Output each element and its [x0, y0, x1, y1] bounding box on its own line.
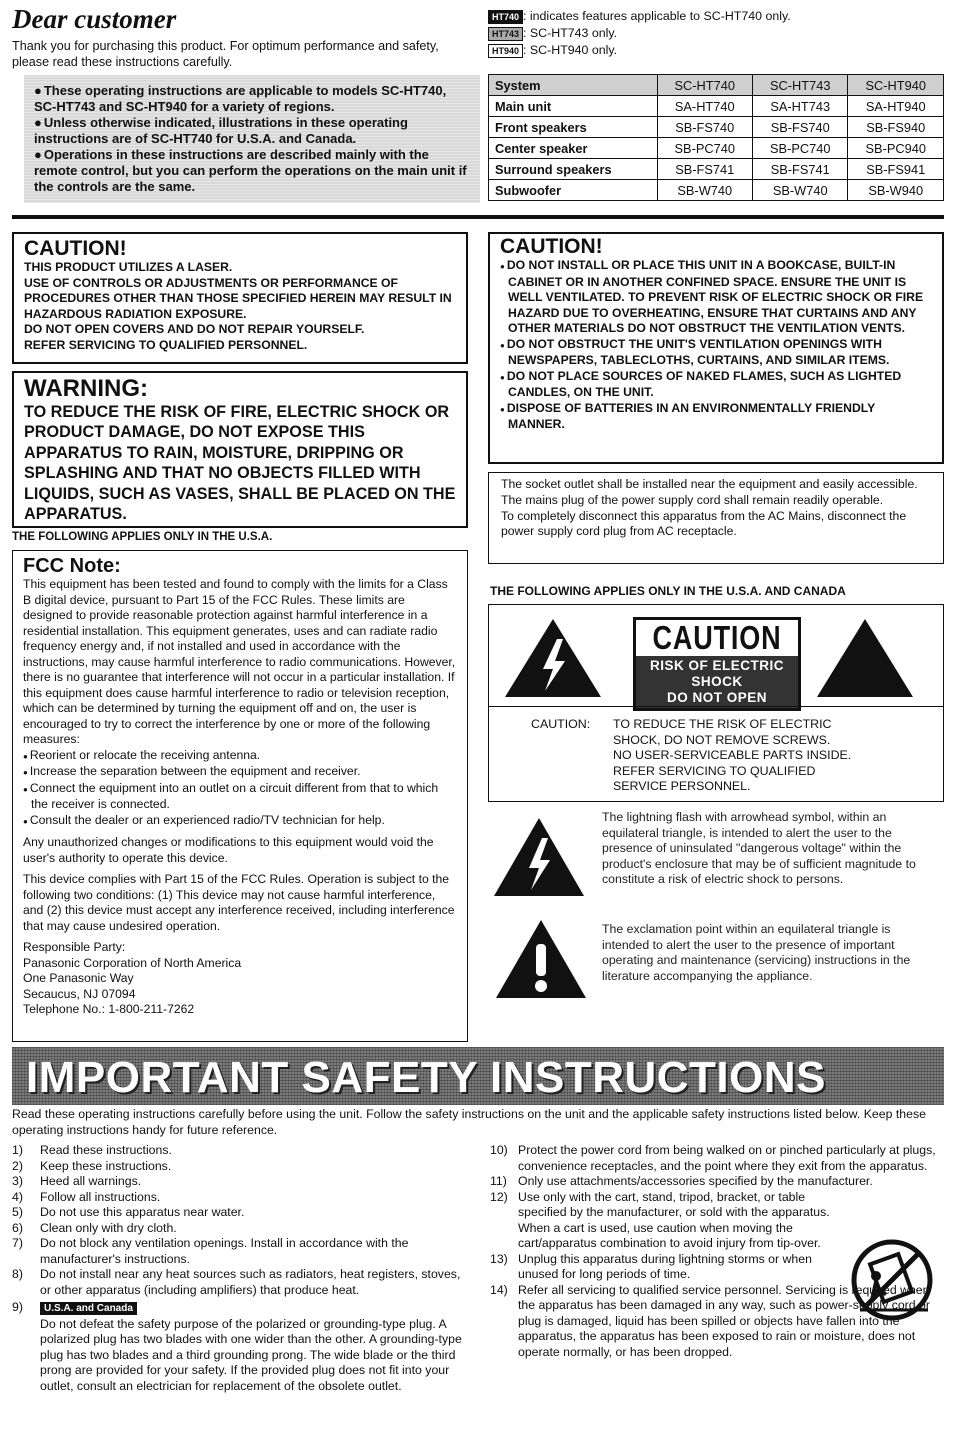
- list-text: Heed all warnings.: [40, 1174, 142, 1188]
- warning-text: TO REDUCE THE RISK OF FIRE, ELECTRIC SHOCK OR PRODUCT DAMAGE, DO NOT EXPOSE THIS APPARATUS TO RAIN, MOISTURE, DRIPPING OR SPLASHING AND THAT NO OBJECTS FILLED WITH LIQUIDS, SUCH AS VASES, SHALL BE PLACED ON THE APPARATUS.: [24, 403, 456, 524]
- list-text: Do not defeat the safety purpose of the polarized or grounding-type plug. A polarized plug has two blades with one wider than the other. A grounding-type plug has two blades and a third grounding prong. The wide blade or the third prong are provided for your safety. If the provided plug does not fit into your outlet, consult an electrician for replacement of the obsolete outlet.: [40, 1316, 462, 1393]
- section-divider: [12, 215, 944, 219]
- usa-only-heading: THE FOLLOWING APPLIES ONLY IN THE U.S.A.: [12, 531, 273, 543]
- list-number: 4): [12, 1189, 23, 1204]
- caution-line: THIS PRODUCT UTILIZES A LASER.: [24, 260, 233, 274]
- intro-text: Thank you for purchasing this product. For optimum performance and safety, please read these instructions carefully.: [12, 39, 439, 69]
- list-number: 11): [490, 1174, 507, 1188]
- caution-label: [633, 617, 801, 711]
- table-cell: SB-W740: [752, 180, 847, 201]
- list-number: 3): [12, 1174, 23, 1188]
- table-cell: SB-FS741: [752, 159, 847, 180]
- table-row: [489, 159, 944, 180]
- list-number: 7): [12, 1236, 23, 1250]
- model-tag: HT940: [488, 44, 523, 58]
- applicability-notes: [24, 75, 480, 203]
- table-row: [489, 117, 944, 138]
- table-cell: SA-HT940: [848, 96, 944, 117]
- list-text: Do not block any ventilation openings. Install in accordance with the manufacturer's instructions.: [40, 1236, 409, 1266]
- list-number: 10): [490, 1143, 508, 1157]
- list-item: [490, 1143, 940, 1174]
- usa-canada-heading: THE FOLLOWING APPLIES ONLY IN THE U.S.A. AND CANADA: [490, 584, 846, 598]
- party-line: Responsible Party:: [23, 940, 126, 954]
- exclamation-triangle-icon: [494, 918, 588, 1000]
- table-row: [489, 180, 944, 201]
- caution-line: REFER SERVICING TO QUALIFIED PERSONNEL.: [24, 337, 308, 352]
- table-header: SC-HT740: [657, 75, 752, 96]
- region-tag: U.S.A. and Canada: [40, 1302, 137, 1315]
- caution-line: USE OF CONTROLS OR ADJUSTMENTS OR PERFORMANCE OF PROCEDURES OTHER THAN THOSE SPECIFIED HEREIN MAY RESULT IN HAZARDOUS RADIATION EXPOSURE.: [24, 275, 452, 321]
- table-row: [489, 96, 944, 117]
- exclamation-triangle-icon: [815, 617, 915, 699]
- socket-text: To completely disconnect this apparatus from the AC Mains, disconnect the power supply cord plug from AC receptacle.: [501, 508, 907, 539]
- party-line: Telephone No.: 1-800-211-7262: [23, 1002, 195, 1016]
- table-cell: SB-FS741: [657, 159, 752, 180]
- list-item: [12, 1221, 464, 1237]
- system-table: [488, 74, 944, 201]
- fcc-measure: ● Connect the equipment into an outlet on a circuit different from that to which the receiver is connected.: [23, 781, 457, 813]
- warning-title: WARNING:: [24, 375, 148, 402]
- list-text: Follow all instructions.: [40, 1189, 161, 1204]
- fcc-note-box: [12, 550, 468, 1042]
- list-number: 5): [12, 1205, 23, 1219]
- fcc-measure: ● Consult the dealer or an experienced radio/TV technician for help.: [23, 813, 457, 830]
- table-cell: SA-HT740: [657, 96, 752, 117]
- list-item: [12, 1300, 464, 1394]
- socket-note-box: [488, 472, 944, 564]
- caution-item: ● DO NOT OBSTRUCT THE UNIT'S VENTILATION OPENINGS WITH NEWSPAPERS, TABLECLOTHS, CURTAINS, AND SIMILAR ITEMS.: [500, 337, 932, 369]
- fcc-paragraph: Any unauthorized changes or modifications to this equipment would void the user's authority to operate this device.: [23, 835, 434, 865]
- note-item: ● These operating instructions are applicable to models SC-HT740, SC-HT743 and SC-HT940 for a variety of regions.: [34, 83, 472, 115]
- table-header: System: [489, 75, 658, 96]
- table-cell: SB-W740: [657, 180, 752, 201]
- lightning-triangle-icon: [492, 816, 586, 898]
- fcc-paragraph: This device complies with Part 15 of the FCC Rules. Operation is subject to the following two conditions: (1) This device may not cause harmful interference, and (2) this device must accept any interference received, including interference that may cause undesired operation.: [23, 872, 455, 933]
- socket-text: The socket outlet shall be installed near the equipment and easily accessible. The mains plug of the power supply cord shall remain readily operable.: [501, 477, 918, 507]
- model-tag: HT740: [488, 10, 523, 24]
- list-text: Unplug this apparatus during lightning storms or when unused for long periods of time.: [518, 1251, 812, 1281]
- list-item: [12, 1159, 464, 1175]
- list-item: [12, 1205, 464, 1221]
- fcc-measure: ● Increase the separation between the equipment and receiver.: [23, 764, 457, 781]
- caution-label-image: [488, 604, 944, 706]
- list-item: [490, 1174, 940, 1190]
- list-number: 6): [12, 1220, 23, 1235]
- list-text: Use only with the cart, stand, tripod, bracket, or table specified by the manufacturer, or sold with the apparatus. When a cart is used, use caution when moving the cart/apparatus combination to avoid injury from tip-over.: [518, 1189, 830, 1250]
- caution-item: ● DO NOT INSTALL OR PLACE THIS UNIT IN A BOOKCASE, BUILT-IN CABINET OR IN ANOTHER CONFINED SPACE. ENSURE THE UNIT IS WELL VENTILATED. TO PREVENT RISK OF ELECTRIC SHOCK OR FIRE HAZARD DUE TO OVERHEATING, ENSURE THAT CURTAINS AND ANY OTHER MATERIALS DO NOT OBSTRUCT THE VENTILATION VENTS.: [500, 258, 932, 337]
- caution-title: CAUTION!: [24, 237, 127, 260]
- note-item: ● Unless otherwise indicated, illustrations in these operating instructions are of SC-HT740 for U.S.A. and Canada.: [34, 115, 472, 147]
- list-item: [12, 1236, 464, 1267]
- page-title: Dear customer: [12, 4, 177, 34]
- fcc-measure: ● Reorient or relocate the receiving antenna.: [23, 748, 457, 765]
- table-cell: Center speaker: [489, 138, 658, 159]
- caution-label-sub: [636, 656, 798, 708]
- list-text: Read these instructions.: [40, 1143, 172, 1157]
- list-item: [12, 1267, 464, 1298]
- table-cell: SA-HT743: [752, 96, 847, 117]
- list-text: Only use attachments/accessories specified by the manufacturer.: [518, 1174, 873, 1188]
- list-text: Clean only with dry cloth.: [40, 1220, 177, 1235]
- list-number: 9): [12, 1300, 23, 1314]
- fcc-paragraph: This equipment has been tested and found to comply with the limits for a Class B digital device, pursuant to Part 15 of the FCC Rules. These limits are designed to provide reasonable protection against harmful interference in a residential installation. This equipment generates, uses and can radiate radio frequency energy and, if not installed and used in accordance with the instructions, may cause harmful interference to radio communications. However, there is no guarantee that interference will not occur in a particular installation. If this equipment does cause harmful interference to radio or television reception, which can be determined by turning the equipment off and on, the user is encouraged to try to correct the interference by one or more of the following measures:: [23, 577, 456, 746]
- party-line: Secaucus, NJ 07094: [23, 986, 136, 1001]
- table-cell: SB-PC740: [657, 138, 752, 159]
- install-caution-box: [488, 232, 944, 464]
- list-number: 1): [12, 1143, 23, 1157]
- list-number: 14): [490, 1282, 508, 1297]
- caution-title: CAUTION!: [500, 235, 603, 258]
- table-row: [489, 138, 944, 159]
- list-number: 13): [490, 1251, 508, 1266]
- list-text: Do not install near any heat sources such as radiators, heat registers, stoves, or other apparatus (including amplifiers) that produce heat.: [40, 1267, 461, 1297]
- table-cell: Surround speakers: [489, 159, 658, 180]
- laser-caution-box: [12, 232, 468, 364]
- legend-text: : SC-HT940 only.: [523, 43, 618, 57]
- caution-line: DO NOT OPEN COVERS AND DO NOT REPAIR YOURSELF.: [24, 322, 365, 337]
- fcc-title: FCC Note:: [23, 555, 121, 577]
- model-legend: [488, 8, 791, 59]
- table-cell: SB-FS740: [657, 117, 752, 138]
- table-cell: Main unit: [489, 96, 658, 117]
- caution-item: ● DO NOT PLACE SOURCES OF NAKED FLAMES, SUCH AS LIGHTED CANDLES, ON THE UNIT.: [500, 369, 932, 401]
- party-line: One Panasonic Way: [23, 971, 134, 985]
- party-line: Panasonic Corporation of North America: [23, 955, 242, 970]
- list-item: [12, 1190, 464, 1206]
- list-text: Protect the power cord from being walked on or pinched particularly at plugs, convenience receptacles, and the point where they exit from the apparatus.: [518, 1143, 936, 1173]
- list-item: [12, 1143, 464, 1159]
- note-item: ● Operations in these instructions are described mainly with the remote control, but you can perform the operations on the main unit if the controls are the same.: [34, 147, 472, 195]
- table-cell: SB-PC740: [752, 138, 847, 159]
- legend-text: : SC-HT743 only.: [523, 26, 618, 40]
- list-text: Do not use this apparatus near water.: [40, 1205, 245, 1219]
- list-number: 8): [12, 1267, 23, 1281]
- table-cell: SB-FS740: [752, 117, 847, 138]
- legend-text: : indicates features applicable to SC-HT740 only.: [523, 9, 791, 23]
- table-cell: SB-W940: [848, 180, 944, 201]
- safety-list-left: [12, 1143, 464, 1394]
- table-cell: Front speakers: [489, 117, 658, 138]
- lightning-triangle-icon: [503, 617, 603, 699]
- list-text: Refer all servicing to qualified service personnel. Servicing is required when the apparatus has been damaged in any way, such as power-supply cord or plug is damaged, liquid has been spilled or objects have fallen into the apparatus, the apparatus has been exposed to rain or moisture, does not operate normally, or has been dropped.: [518, 1282, 930, 1359]
- model-tag: HT743: [488, 27, 523, 41]
- lightning-symbol-text: The lightning flash with arrowhead symbol, within an equilateral triangle, is intended to alert the user to the presence of uninsulated "dangerous voltage" within the product's enclosure that may be of sufficient magnitude to constitute a risk of electric shock to persons.: [602, 810, 916, 887]
- table-cell: SB-FS940: [848, 117, 944, 138]
- table-header: SC-HT743: [752, 75, 847, 96]
- list-item: [12, 1174, 464, 1190]
- table-header: SC-HT940: [848, 75, 944, 96]
- list-number: 12): [490, 1189, 508, 1204]
- warning-box: [12, 371, 468, 528]
- list-text: Keep these instructions.: [40, 1158, 172, 1173]
- safety-intro: Read these operating instructions carefully before using the unit. Follow the safety instructions on the unit and the applicable safety instructions listed below. Keep these operating instructions handy for future reference.: [12, 1107, 926, 1137]
- caution-caption-box: [488, 706, 944, 802]
- table-cell: SB-PC940: [848, 138, 944, 159]
- list-number: 2): [12, 1158, 23, 1173]
- responsible-party: [23, 940, 457, 1018]
- caution-caption-text: TO REDUCE THE RISK OF ELECTRIC SHOCK, DO NOT REMOVE SCREWS. NO USER-SERVICEABLE PARTS INSIDE. REFER SERVICING TO QUALIFIED SERVICE PERSONNEL.: [613, 717, 852, 793]
- caution-label-title: CAUTION: [652, 619, 782, 656]
- exclamation-symbol-text: The exclamation point within an equilateral triangle is intended to alert the user to the presence of important operating and maintenance (servicing) instructions in the literature accompanying the appliance.: [602, 922, 911, 983]
- table-cell: Subwoofer: [489, 180, 658, 201]
- table-header-row: [489, 75, 944, 96]
- caution-label-line: DO NOT OPEN: [666, 690, 767, 705]
- caution-caption-label: CAUTION:: [531, 717, 591, 731]
- banner-title: IMPORTANT SAFETY INSTRUCTIONS: [26, 1053, 826, 1102]
- cart-warning-icon: [846, 1238, 938, 1322]
- caution-item: ● DISPOSE OF BATTERIES IN AN ENVIRONMENTALLY FRIENDLY MANNER.: [500, 401, 932, 433]
- table-cell: SB-FS941: [848, 159, 944, 180]
- safety-banner: [12, 1047, 944, 1105]
- caution-label-line: RISK OF ELECTRIC SHOCK: [649, 658, 784, 689]
